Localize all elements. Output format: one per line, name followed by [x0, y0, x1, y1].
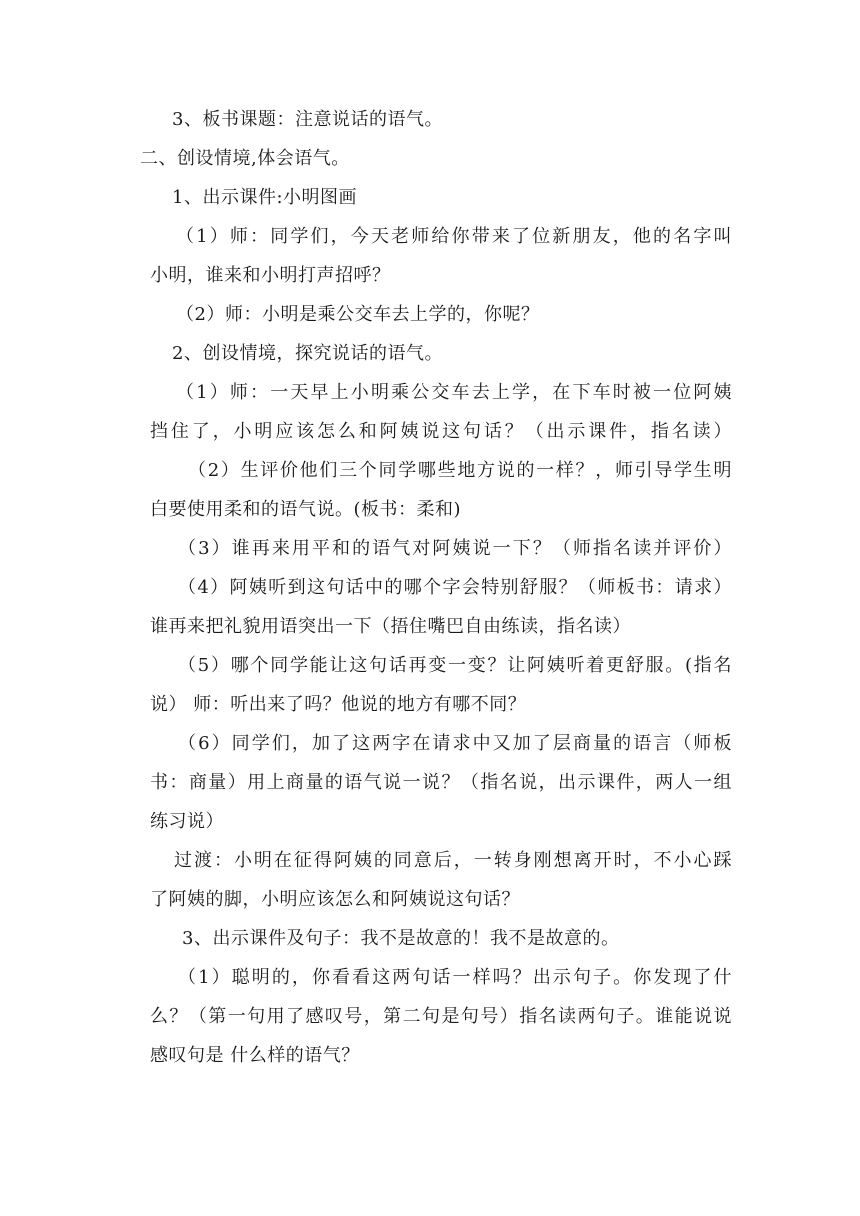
text-line-12: （3）谁再来用平和的语气对阿姨说一下？（师指名读并评价） — [178, 538, 732, 559]
text-line-16: 说） 师：听出来了吗？他说的地方有哪不同？ — [150, 694, 527, 715]
text-line-13: （4）阿姨听到这句话中的哪个字会特别舒服？（师板书：请求） — [178, 577, 732, 598]
text-line-7: 2、创设情境，探究说话的语气。 — [172, 343, 443, 364]
text-line-19: 练习说） — [150, 811, 224, 832]
text-line-8: （1）师：一天早上小明乘公交车去上学，在下车时被一位阿姨 — [176, 382, 732, 403]
text-line-5: 小明，谁来和小明打声招呼？ — [150, 265, 391, 286]
section-heading-2: 二、创设情境,体会语气。 — [140, 148, 350, 169]
text-line-24: 么？（第一句用了感叹号，第二句是句号）指名读两句子。谁能说说 — [150, 1006, 732, 1027]
text-line-1: 3、板书课题：注意说话的语气。 — [172, 109, 443, 130]
text-line-17: （6）同学们，加了这两字在请求中又加了层商量的语言（师板 — [178, 733, 732, 754]
text-line-23: （1）聪明的，你看看这两句话一样吗？出示句子。你发现了什 — [178, 967, 732, 988]
text-line-18: 书：商量）用上商量的语气说一说？（指名说，出示课件，两人一组 — [150, 772, 732, 793]
text-line-20: 过渡：小明在征得阿姨的同意后，一转身刚想离开时，不小心踩 — [174, 850, 732, 871]
text-line-4: （1）师：同学们，今天老师给你带来了位新朋友，他的名字叫 — [176, 226, 732, 247]
text-line-6: （2）师：小明是乘公交车去上学的，你呢？ — [176, 304, 540, 325]
text-line-9: 挡住了，小明应该怎么和阿姨说这句话？（出示课件，指名读） — [150, 421, 732, 442]
text-line-3: 1、出示课件:小明图画 — [172, 187, 358, 208]
text-line-25: 感叹句是 什么样的语气？ — [150, 1045, 360, 1066]
text-line-15: （5）哪个同学能让这句话再变一变？让阿姨听着更舒服。(指名 — [178, 655, 732, 676]
text-line-10: （2）生评价他们三个同学哪些地方说的一样？，师引导学生明 — [188, 460, 732, 481]
text-line-21: 了阿姨的脚，小明应该怎么和阿姨说这句话？ — [150, 889, 520, 910]
text-line-22: 3、出示课件及句子：我不是故意的！我不是故意的。 — [182, 928, 620, 949]
text-line-11: 白要使用柔和的语气说。(板书：柔和) — [150, 499, 462, 520]
text-line-14: 谁再来把礼貌用语突出一下（捂住嘴巴自由练读，指名读） — [150, 616, 631, 637]
